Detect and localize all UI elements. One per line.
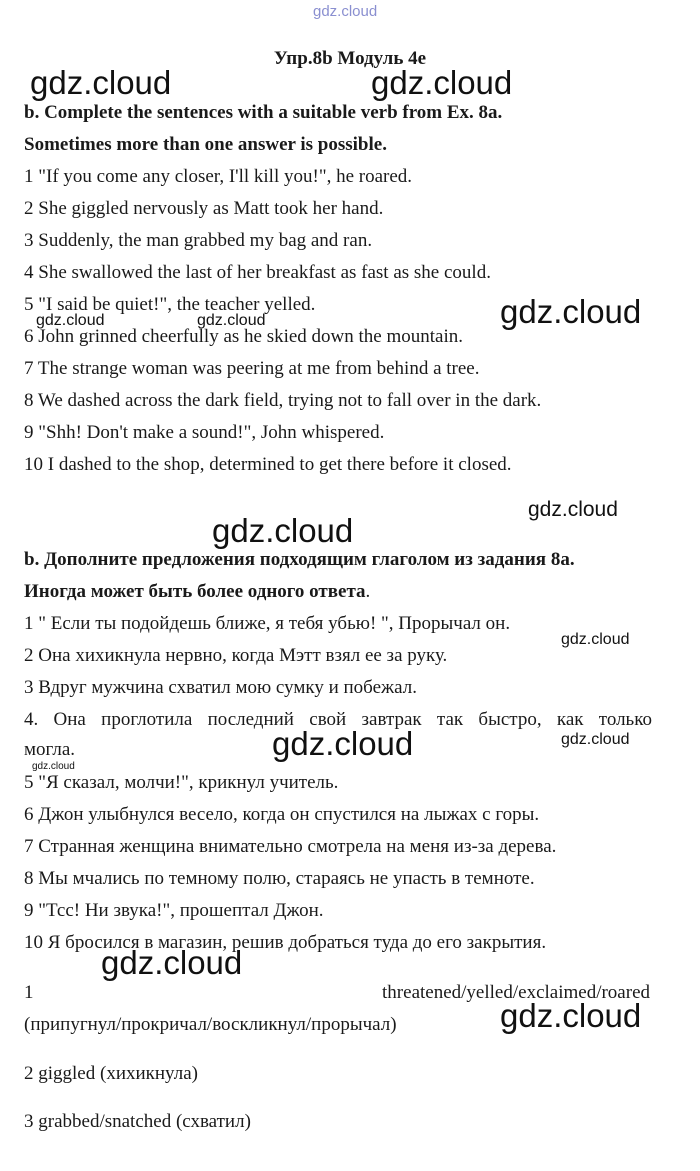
english-instruction: b. Complete the sentences with a suitable verb from Ex. 8a. <box>24 102 503 123</box>
watermark: gdz.cloud <box>500 293 642 330</box>
english-sentence: 8 We dashed across the dark field, trying not to fall over in the dark. <box>24 390 542 411</box>
watermark: gdz.cloud <box>500 997 642 1034</box>
watermark: gdz.cloud <box>32 761 75 772</box>
russian-sentence: 6 Джон улыбнулся весело, когда он спустился на лыжах с горы. <box>24 804 540 825</box>
russian-sentence: 4. Она проглотила последний свой завтрак так быстро, как только <box>24 709 652 730</box>
page-title: Упр.8b Модуль 4е <box>273 48 427 69</box>
answer-3: 3 grabbed/snatched (схватил) <box>24 1111 251 1132</box>
watermark: gdz.cloud <box>36 312 105 329</box>
english-sentence: 3 Suddenly, the man grabbed my bag and ran. <box>24 230 373 251</box>
russian-sentence: 1 " Если ты подойдешь ближе, я тебя убью! ", Прорычал он. <box>24 613 511 634</box>
russian-sentence: 2 Она хихикнула нервно, когда Мэтт взял ее за руку. <box>24 645 448 666</box>
english-sentence: 6 John grinned cheerfully as he skied down the mountain. <box>24 326 464 347</box>
watermark: gdz.cloud <box>30 64 172 101</box>
watermark: gdz.cloud <box>561 731 630 748</box>
russian-instruction-note <box>24 581 370 603</box>
english-sentence: 5 "I said be quiet!", the teacher yelled. <box>24 294 316 315</box>
watermark: gdz.cloud <box>101 944 243 981</box>
site-watermark: gdz.cloud <box>313 3 378 20</box>
english-instruction-note: Sometimes more than one answer is possible. <box>24 134 387 155</box>
watermark: gdz.cloud <box>561 631 630 648</box>
russian-sentence: 3 Вдруг мужчина схватил мою сумку и побежал. <box>24 677 417 698</box>
english-sentence: 10 I dashed to the shop, determined to get there before it closed. <box>24 454 512 475</box>
english-sentence: 9 "Shh! Don't make a sound!", John whispered. <box>24 422 385 443</box>
watermark: gdz.cloud <box>212 512 354 549</box>
russian-sentence: 8 Мы мчались по темному полю, стараясь не упасть в темноте. <box>24 868 535 889</box>
answer-1-number: 1 <box>24 982 34 1003</box>
answer-1-words: threatened/yelled/exclaimed/roared <box>382 982 650 1003</box>
english-sentence: 7 The strange woman was peering at me from behind a tree. <box>24 358 480 379</box>
english-sentence: 4 She swallowed the last of her breakfast as fast as she could. <box>24 262 491 283</box>
watermark: gdz.cloud <box>197 312 266 329</box>
answer-2: 2 giggled (хихикнула) <box>24 1063 198 1084</box>
russian-sentence: 7 Странная женщина внимательно смотрела на меня из-за дерева. <box>24 836 557 857</box>
russian-sentence: 10 Я бросился в магазин, решив добраться туда до его закрытия. <box>24 932 547 953</box>
russian-instruction-note-period: . <box>365 581 371 602</box>
russian-sentence: 5 "Я сказал, молчи!", крикнул учитель. <box>24 772 339 793</box>
russian-instruction-note-text: Иногда может быть более одного ответа <box>24 581 366 602</box>
english-sentence: 1 "If you come any closer, I'll kill you!", he roared. <box>24 166 413 187</box>
russian-instruction: b. Дополните предложения подходящим глаголом из задания 8а. <box>24 549 575 570</box>
russian-sentence: 9 "Тсс! Ни звука!", прошептал Джон. <box>24 900 324 921</box>
answer-1-translation: (припугнул/прокричал/воскликнул/прорычал) <box>24 1014 397 1035</box>
watermark: gdz.cloud <box>528 498 618 521</box>
russian-sentence-continuation: могла. <box>24 739 76 760</box>
english-sentence: 2 She giggled nervously as Matt took her hand. <box>24 198 384 219</box>
watermark: gdz.cloud <box>371 64 513 101</box>
watermark: gdz.cloud <box>272 725 414 762</box>
